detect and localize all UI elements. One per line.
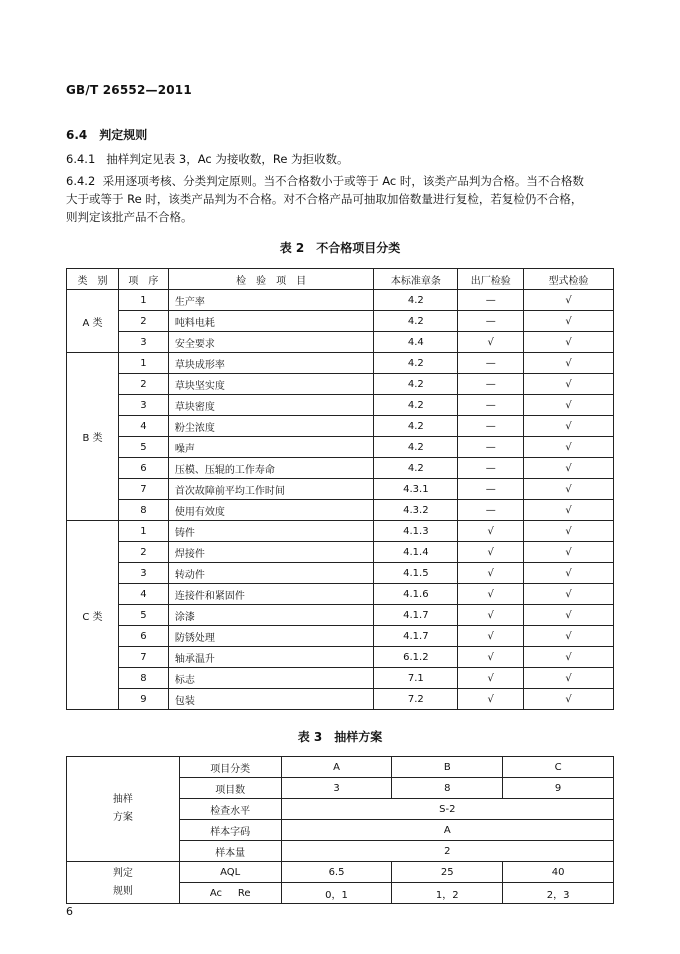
table-row — [67, 500, 614, 521]
item-name: 噪声 — [168, 437, 374, 458]
category-cell: A 类 — [67, 290, 119, 353]
table-row — [67, 311, 614, 332]
table-row — [67, 416, 614, 437]
clause-6-4-2 — [66, 172, 626, 226]
item-name: 安全要求 — [168, 332, 374, 353]
factory-inspection: √ — [458, 584, 524, 605]
column-header: 本标准章条 — [374, 269, 458, 290]
clause-ref: 4.3.1 — [374, 479, 458, 500]
factory-inspection: — — [458, 416, 524, 437]
item-name: 草块成形率 — [168, 353, 374, 374]
item-number: 7 — [118, 647, 168, 668]
item-name: 首次故障前平均工作时间 — [168, 479, 374, 500]
item-name: 使用有效度 — [168, 500, 374, 521]
table-row — [67, 584, 614, 605]
clause-ref: 4.1.4 — [374, 542, 458, 563]
item-name: 粉尘浓度 — [168, 416, 374, 437]
cell: 6.5 — [281, 862, 392, 883]
item-number: 3 — [118, 395, 168, 416]
item-name: 草块密度 — [168, 395, 374, 416]
clause-ref: 4.2 — [374, 290, 458, 311]
type-inspection: √ — [524, 311, 614, 332]
item-number: 2 — [118, 311, 168, 332]
factory-inspection: √ — [458, 332, 524, 353]
item-number: 5 — [118, 437, 168, 458]
table-row — [67, 563, 614, 584]
row-label: 样本字码 — [179, 820, 281, 841]
factory-inspection: — — [458, 395, 524, 416]
type-inspection: √ — [524, 500, 614, 521]
item-number: 7 — [118, 479, 168, 500]
item-number: 2 — [118, 374, 168, 395]
cell: A — [281, 757, 392, 778]
item-name: 防锈处理 — [168, 626, 374, 647]
table-row — [67, 395, 614, 416]
factory-inspection: — — [458, 500, 524, 521]
type-inspection: √ — [524, 416, 614, 437]
table2-caption: 表 2 不合格项目分类 — [279, 241, 401, 255]
row-label: 项目数 — [179, 778, 281, 799]
item-number: 6 — [118, 458, 168, 479]
item-number: 1 — [118, 353, 168, 374]
type-inspection: √ — [524, 458, 614, 479]
table-row — [67, 626, 614, 647]
clause-ref: 4.1.7 — [374, 605, 458, 626]
item-number: 6 — [118, 626, 168, 647]
factory-inspection: √ — [458, 626, 524, 647]
type-inspection: √ — [524, 605, 614, 626]
clause-ref: 4.4 — [374, 332, 458, 353]
item-name: 包装 — [168, 689, 374, 710]
type-inspection: √ — [524, 689, 614, 710]
factory-inspection: — — [458, 458, 524, 479]
column-header: 型式检验 — [524, 269, 614, 290]
item-number: 4 — [118, 416, 168, 437]
type-inspection: √ — [524, 479, 614, 500]
column-header: 出厂检验 — [458, 269, 524, 290]
factory-inspection: √ — [458, 689, 524, 710]
cell: B — [392, 757, 503, 778]
factory-inspection: √ — [458, 605, 524, 626]
cell: 1，2 — [392, 883, 503, 904]
type-inspection: √ — [524, 563, 614, 584]
cell: 9 — [503, 778, 614, 799]
item-number: 2 — [118, 542, 168, 563]
table-row — [67, 542, 614, 563]
table-row — [67, 437, 614, 458]
table-row — [67, 374, 614, 395]
table3-caption: 表 3 抽样方案 — [297, 730, 383, 744]
item-number: 3 — [118, 332, 168, 353]
table-row — [67, 332, 614, 353]
item-name: 焊接件 — [168, 542, 374, 563]
table-row — [67, 521, 614, 542]
table3-sampling-plan — [66, 756, 614, 904]
type-inspection: √ — [524, 584, 614, 605]
item-number: 3 — [118, 563, 168, 584]
cell: A — [281, 820, 613, 841]
item-name: 压模、压辊的工作寿命 — [168, 458, 374, 479]
type-inspection: √ — [524, 353, 614, 374]
page-number: 6 — [66, 905, 73, 918]
clause-ref: 4.1.5 — [374, 563, 458, 584]
type-inspection: √ — [524, 395, 614, 416]
clause-ref: 4.3.2 — [374, 500, 458, 521]
type-inspection: √ — [524, 290, 614, 311]
type-inspection: √ — [524, 521, 614, 542]
cell: 3 — [281, 778, 392, 799]
sampling-plan-label: 抽样 方案 — [67, 757, 180, 862]
clause-text-line: 采用逐项考核、分类判定原则。当不合格数小于或等于 Ac 时，该类产品判为合格。当不合格数 — [102, 174, 584, 188]
item-name: 吨料电耗 — [168, 311, 374, 332]
item-number: 8 — [118, 668, 168, 689]
clause-ref: 4.2 — [374, 353, 458, 374]
cell: S-2 — [281, 799, 613, 820]
item-number: 1 — [118, 521, 168, 542]
column-header: 类 别 — [67, 269, 119, 290]
cell: 0，1 — [281, 883, 392, 904]
item-number: 1 — [118, 290, 168, 311]
item-name: 草块坚实度 — [168, 374, 374, 395]
clause-ref: 6.1.2 — [374, 647, 458, 668]
clause-6-4-1 — [66, 150, 349, 168]
item-name: 标志 — [168, 668, 374, 689]
factory-inspection: — — [458, 437, 524, 458]
clause-number: 6.4.2 — [66, 174, 96, 188]
cell: 40 — [503, 862, 614, 883]
factory-inspection: — — [458, 353, 524, 374]
clause-number: 6.4.1 — [66, 152, 96, 166]
row-label: 检查水平 — [179, 799, 281, 820]
clause-ref: 4.1.7 — [374, 626, 458, 647]
type-inspection: √ — [524, 647, 614, 668]
type-inspection: √ — [524, 332, 614, 353]
cell: 8 — [392, 778, 503, 799]
column-header: 检 验 项 目 — [168, 269, 374, 290]
clause-ref: 4.2 — [374, 374, 458, 395]
factory-inspection: √ — [458, 647, 524, 668]
item-name: 涂漆 — [168, 605, 374, 626]
type-inspection: √ — [524, 542, 614, 563]
table-row — [67, 353, 614, 374]
cell: 2，3 — [503, 883, 614, 904]
clause-ref: 4.1.3 — [374, 521, 458, 542]
item-number: 8 — [118, 500, 168, 521]
clause-ref: 7.1 — [374, 668, 458, 689]
item-number: 9 — [118, 689, 168, 710]
type-inspection: √ — [524, 374, 614, 395]
table-row — [67, 290, 614, 311]
cell: C — [503, 757, 614, 778]
item-name: 轴承温升 — [168, 647, 374, 668]
factory-inspection: — — [458, 290, 524, 311]
type-inspection: √ — [524, 626, 614, 647]
clause-ref: 4.2 — [374, 416, 458, 437]
factory-inspection: √ — [458, 563, 524, 584]
type-inspection: √ — [524, 437, 614, 458]
clause-ref: 4.2 — [374, 437, 458, 458]
factory-inspection: — — [458, 311, 524, 332]
clause-text: 抽样判定见表 3，Ac 为接收数，Re 为拒收数。 — [106, 152, 349, 166]
item-number: 5 — [118, 605, 168, 626]
item-name: 连接件和紧固件 — [168, 584, 374, 605]
type-inspection: √ — [524, 668, 614, 689]
factory-inspection: — — [458, 374, 524, 395]
category-cell: B 类 — [67, 353, 119, 521]
clause-ref: 7.2 — [374, 689, 458, 710]
clause-ref: 4.2 — [374, 458, 458, 479]
clause-text-line: 则判定该批产品不合格。 — [66, 210, 193, 224]
factory-inspection: √ — [458, 542, 524, 563]
category-cell: C 类 — [67, 521, 119, 710]
clause-text-line: 大于或等于 Re 时，该类产品判为不合格。对不合格产品可抽取加倍数量进行复检，若复检仍不合格， — [66, 192, 583, 206]
cell: 2 — [281, 841, 613, 862]
table-row — [67, 689, 614, 710]
row-label: AQL — [179, 862, 281, 883]
decision-rule-label: 判定 规则 — [67, 862, 180, 904]
row-label-ac-re: Ac Re — [179, 883, 281, 904]
table-row — [67, 479, 614, 500]
clause-ref: 4.2 — [374, 395, 458, 416]
item-name: 生产率 — [168, 290, 374, 311]
table-row — [67, 605, 614, 626]
table-row — [67, 458, 614, 479]
table-header-row — [67, 269, 614, 290]
table-row — [67, 668, 614, 689]
row-label: 项目分类 — [179, 757, 281, 778]
table-row — [67, 647, 614, 668]
column-header: 项 序 — [118, 269, 168, 290]
factory-inspection: √ — [458, 668, 524, 689]
factory-inspection: √ — [458, 521, 524, 542]
item-name: 转动件 — [168, 563, 374, 584]
cell: 25 — [392, 862, 503, 883]
section-title: 6.4 判定规则 — [66, 128, 148, 142]
factory-inspection: — — [458, 479, 524, 500]
row-label: 样本量 — [179, 841, 281, 862]
clause-ref: 4.2 — [374, 311, 458, 332]
clause-ref: 4.1.6 — [374, 584, 458, 605]
table2-nonconformity-classification — [66, 268, 614, 710]
item-number: 4 — [118, 584, 168, 605]
item-name: 铸件 — [168, 521, 374, 542]
standard-code: GB/T 26552—2011 — [66, 83, 192, 97]
